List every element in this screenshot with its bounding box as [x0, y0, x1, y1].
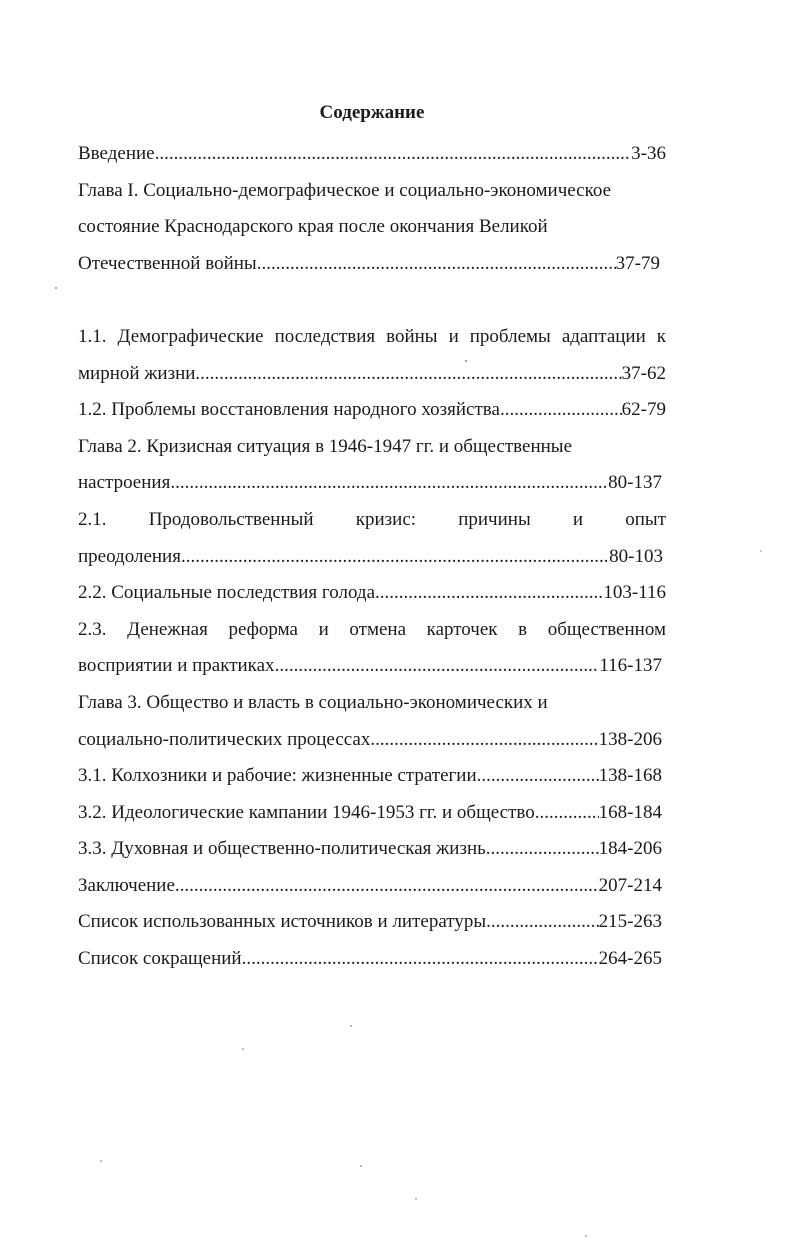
scan-speck [350, 1025, 352, 1027]
page-range: 3-36 [631, 143, 666, 164]
toc-entry-chapter-2: настроения ..... 80-137 [78, 465, 662, 502]
page-range: 37-62 [621, 362, 666, 384]
page-title: Содержание [319, 102, 425, 123]
toc-entry-section-2-3-line: 2.3. Денежная реформа и отмена карточек в общественном [78, 618, 666, 640]
scan-speck [360, 1165, 362, 1167]
page-range: 215-263 [598, 911, 662, 933]
page-range: 138-168 [598, 765, 662, 787]
scan-speck [760, 550, 762, 552]
scan-speck [100, 1160, 102, 1162]
page-range: 116-137 [599, 655, 662, 677]
toc-entry-section-2-2: 2.2. Социальные последствия голода ..... 103-116 [78, 575, 666, 612]
page-range: 207-214 [598, 874, 662, 896]
page-range: 103-116 [603, 582, 666, 604]
table-of-contents [78, 136, 666, 978]
toc-entry-chapter-1: Отечественной войны ..... 37-79 [78, 246, 660, 283]
toc-entry-bibliography: Список использованных источников и литературы ..... 215-263 [78, 904, 662, 941]
toc-entry-conclusion: Заключение ..... 207-214 [78, 868, 662, 905]
page-range: 184-206 [598, 838, 662, 860]
page-range: 138-206 [598, 728, 662, 750]
toc-entry-introduction: Введение ..... 3-36 [78, 136, 666, 173]
toc-entry-section-2-3: восприятии и практиках ..... 116-137 [78, 648, 662, 685]
toc-entry-section-1-1: мирной жизни. ..... 37-62 [78, 356, 666, 393]
page-range: 37-79 [615, 252, 660, 274]
scan-speck [242, 1048, 244, 1050]
scan-speck [465, 360, 467, 362]
page-range: 168-184 [598, 801, 662, 823]
toc-entry-chapter-3: социально-политических процессах ..... 138-206 [78, 722, 662, 759]
toc-entry-chapter-1-line: Глава I. Социально-демографическое и социально-экономическое [78, 179, 612, 201]
page-range: 62-79 [621, 399, 666, 421]
toc-entry-chapter-3-line: Глава 3. Общество и власть в социально-экономических и [78, 691, 548, 713]
toc-entry-section-2-1: преодоления ..... 80-103 [78, 539, 663, 576]
toc-entry-chapter-2-line: Глава 2. Кризисная ситуация в 1946-1947 гг. и общественные [78, 435, 572, 457]
toc-entry-section-1-2: 1.2. Проблемы восстановления народного хозяйства ..... 62-79 [78, 392, 666, 429]
toc-entry-section-3-1: 3.1. Колхозники и рабочие: жизненные стратегии ..... 138-168 [78, 758, 662, 795]
toc-entry-section-1-1-line: 1.1. Демографические последствия войны и проблемы адаптации к [78, 325, 666, 347]
toc-entry-section-2-1-line: 2.1. Продовольственный кризис: причины и опыт [78, 508, 666, 530]
toc-entry-chapter-1-line: состояние Краснодарского края после окончания Великой [78, 216, 548, 238]
toc-entry-section-3-2: 3.2. Идеологические кампании 1946-1953 гг. и общество ..... 168-184 [78, 795, 662, 832]
scan-speck [415, 1198, 417, 1200]
scan-speck [55, 287, 57, 289]
toc-entry-section-3-3: 3.3. Духовная и общественно-политическая жизнь ..... 184-206 [78, 831, 662, 868]
toc-entry-abbreviations: Список сокращений ..... 264-265 [78, 941, 662, 978]
scan-speck [585, 1235, 587, 1237]
page-range: 80-103 [609, 545, 663, 567]
page-range: 264-265 [598, 948, 662, 970]
page-range: 80-137 [608, 472, 662, 494]
